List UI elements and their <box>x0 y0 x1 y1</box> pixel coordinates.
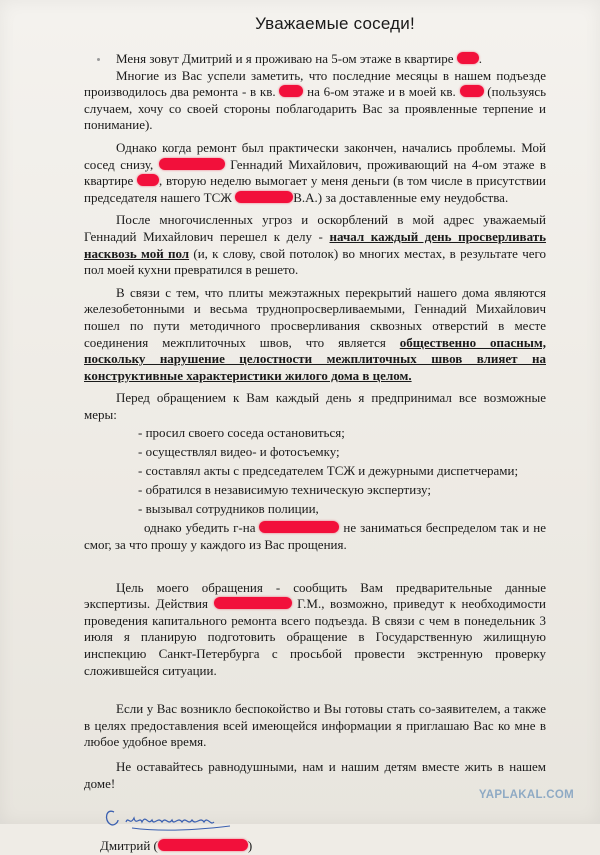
redaction-mark <box>158 839 248 851</box>
paragraph-repairs <box>84 68 546 134</box>
redaction-mark <box>214 597 292 609</box>
highlighted-text: начал каждый день просверливать насквозь мой пол <box>84 228 547 261</box>
text: на 6-ом этаже и в моей кв. <box>307 84 456 100</box>
paragraph-measures-intro: Перед обращением к Вам каждый день я предпринимал все возможные меры: <box>84 390 546 422</box>
text: Цель моего обращения - сообщить Вам предварительные данные экспертизы. Действия <box>84 579 546 612</box>
text: Г.М., возможно, приведут к необходимости проведения капитального ремонта всего подъезда. В связи с чем в понедельник 3 июля я планирую подготовить обращение в Государственную жилищную инспекцию Санкт-Петербурга с просьбой провести экстренную проверку сложившейся ситуации. <box>84 596 547 678</box>
list-item: - осуществлял видео- и фотосъемку; <box>138 444 340 460</box>
text: Геннадий Михайлович, проживающий на 4-ом этаже в квартире <box>84 156 547 189</box>
text: В.А.) за доставленные ему неудобства. <box>293 189 509 205</box>
text: Многие из Вас успели заметить, что последние месяцы в нашем подъезде производилось два ремонта - в кв. <box>84 67 546 100</box>
list-item: - вызывал сотрудников полиции, <box>138 501 319 517</box>
paragraph-apology <box>84 520 546 553</box>
redaction-mark <box>457 52 479 64</box>
redaction-mark <box>235 191 293 203</box>
watermark: YAPLAKAL.COM <box>478 789 574 801</box>
letter <box>84 12 546 855</box>
paragraph-intro <box>84 51 546 68</box>
redaction-mark <box>460 85 484 97</box>
list-item: - обратился в независимую техническую экспертизу; <box>138 482 431 498</box>
redaction-mark <box>137 174 159 186</box>
redaction-mark <box>279 85 303 97</box>
letter-title: Уважаемые соседи! <box>255 14 415 33</box>
signature-line <box>84 838 546 855</box>
text: , вторую неделю вымогает у меня деньги (в том числе в присутствии председателя нашего ТСЖ <box>84 173 547 205</box>
signature-scribble <box>102 804 252 836</box>
redaction-mark <box>259 521 339 533</box>
paragraph-problems <box>84 140 546 206</box>
handwritten-signature <box>84 806 546 836</box>
paragraph-danger <box>84 285 546 385</box>
paragraph-purpose <box>84 580 546 680</box>
paragraph-drilling <box>84 212 546 278</box>
highlighted-text: общественно опасным, поскольку нарушение целостности межплиточных швов влияет на конструктивные характеристики жилого дома в целом. <box>84 334 546 383</box>
text: ) <box>247 838 253 854</box>
text: После многочисленных угроз и оскорблений в мой адрес уважаемый Геннадий Михайлович перешел к делу - <box>84 212 546 244</box>
list-item: - составлял акты с председателем ТСЖ и дежурными диспетчерами; <box>138 463 519 479</box>
signer-name: Дмитрий ( <box>100 838 158 854</box>
paragraph-closing: Не оставайтесь равнодушными, нам и нашим детям вместе жить в нашем доме! <box>84 758 546 791</box>
text: Меня зовут Дмитрий и я проживаю на 5-ом этаже в квартире <box>116 51 454 66</box>
text: (пользуясь случаем, хочу со своей стороны поблагодарить Вас за проявленные терпение и понимание). <box>84 84 547 133</box>
text: не заниматься беспределом так и не смог, за что прошу у каждого из Вас прощения. <box>84 520 547 552</box>
text: В связи с тем, что плиты межэтажных перекрытий нашего дома являются железобетонными и весьма труднопросверливаемыми, Геннадий Михайлович пошел по пути методичного просверливания сквозных отверстий в месте соединения межплиточных швов, что является <box>84 284 546 350</box>
list-item: - просил своего соседа остановиться; <box>138 425 345 441</box>
measures-list <box>138 425 546 518</box>
text: однако убедить г-на <box>144 520 256 536</box>
redaction-mark <box>159 158 225 170</box>
text: (и, к слову, свой потолок) во многих местах, в результате чего пол моей кухни превратился в решето. <box>84 245 547 278</box>
paragraph-invitation: Если у Вас возникло беспокойство и Вы готовы стать со-заявителем, а также в целях предоставления всей имеющейся информации я приглашаю Вас ко мне в любое удобное время. <box>84 701 546 750</box>
text: Однако когда ремонт был практически закончен, начались проблемы. Мой сосед снизу, <box>84 139 546 172</box>
text: . <box>478 51 483 66</box>
